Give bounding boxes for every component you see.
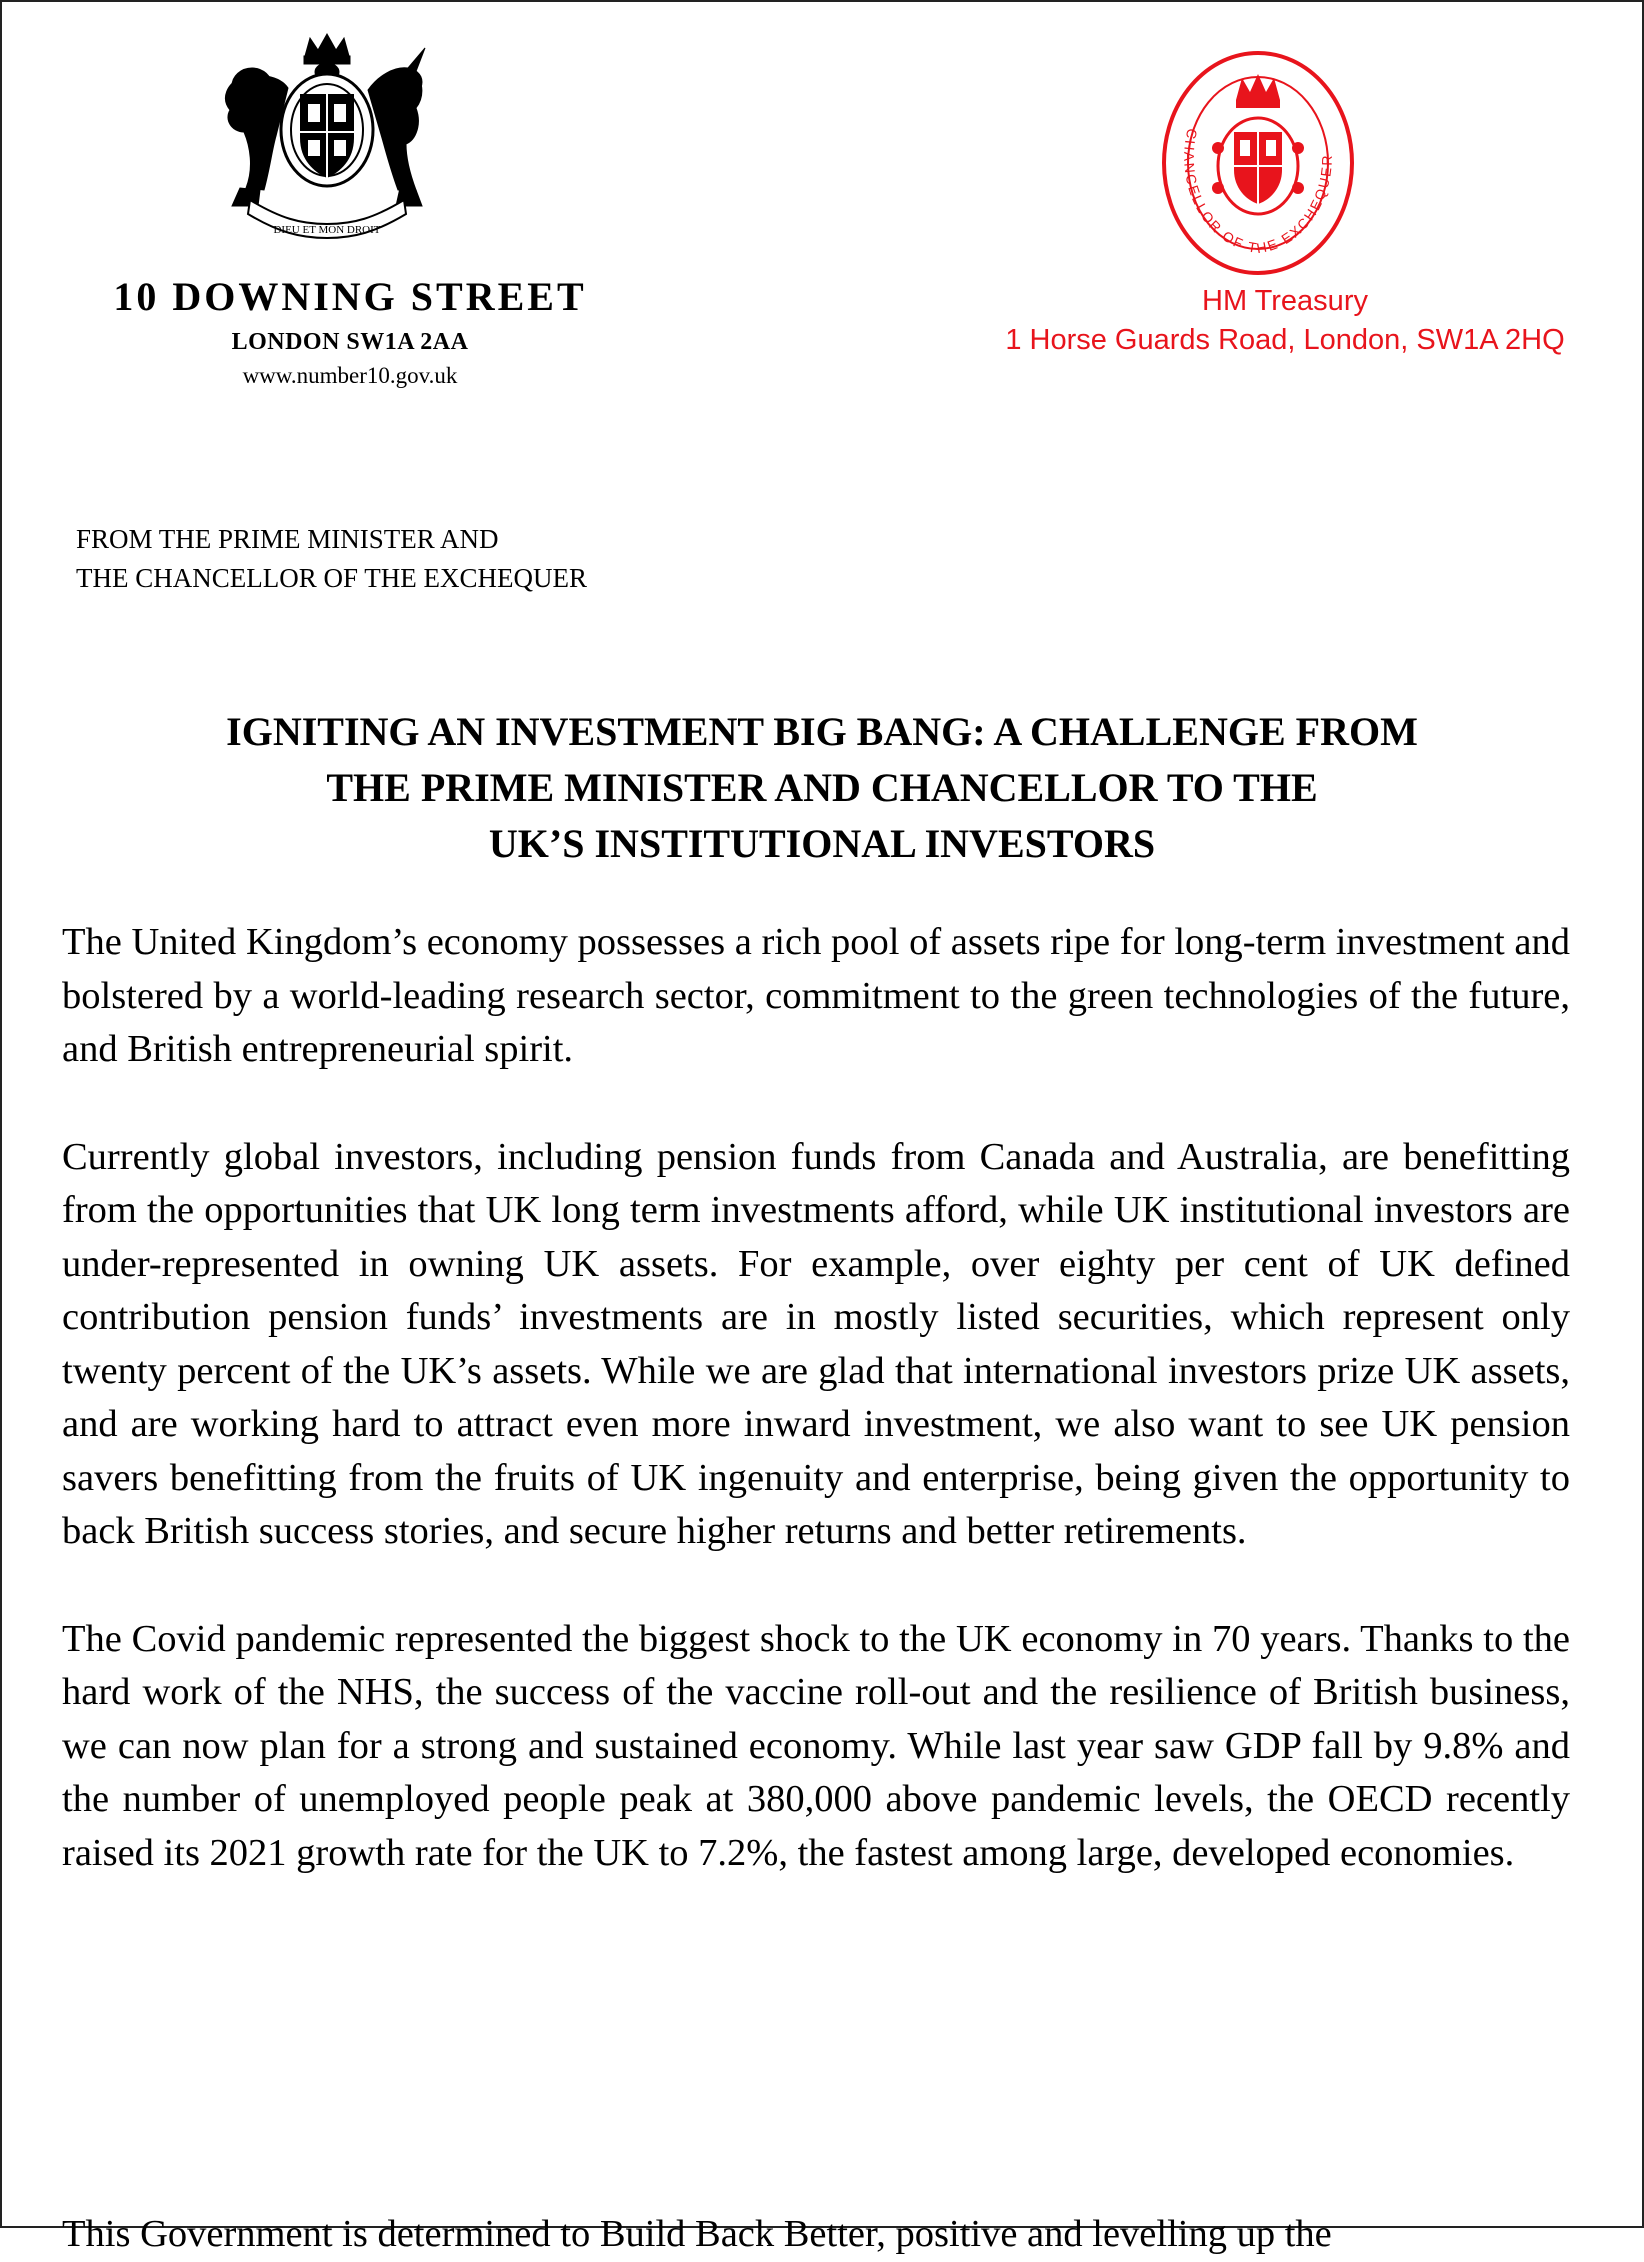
svg-text:CHANCELLOR OF THE EXCHEQUER: CHANCELLOR OF THE EXCHEQUER xyxy=(1181,127,1335,257)
treasury-address: 1 Horse Guards Road, London, SW1A 2HQ xyxy=(1005,324,1565,356)
cutoff-paragraph xyxy=(62,2196,1570,2255)
document-headline xyxy=(60,704,1584,872)
headline-line-2: THE PRIME MINISTER AND CHANCELLOR TO THE xyxy=(326,765,1318,810)
downing-street-title: 10 DOWNING STREET xyxy=(113,274,587,319)
paragraph-1: The United Kingdom’s economy possesses a rich pool of assets ripe for long-term investment and bolstered by a world-leading research sector, commitment to the green technologies of the future, and British entrepreneurial spirit. xyxy=(62,921,1570,1070)
paragraph-3: The Covid pandemic represented the biggest shock to the UK economy in 70 years. Thanks to the hard work of the NHS, the success of the vaccine roll-out and the resilience of British business, we can now plan for a strong and sustained economy. While last year saw GDP fall by 9.8% and the number of unemployed people peak at 380,000 above pandemic levels, the OECD recently raised its 2021 growth rate for the UK to 7.2%, the fastest among large, developed economies. xyxy=(62,1617,1570,1874)
from-line-1: FROM THE PRIME MINISTER AND xyxy=(76,524,499,554)
from-line xyxy=(76,520,587,598)
headline-line-3: UK’S INSTITUTIONAL INVESTORS xyxy=(488,821,1156,866)
svg-text:DIEU ET MON DROIT: DIEU ET MON DROIT xyxy=(273,224,381,236)
cutoff-line: This Government is determined to Build Back Better, positive and levelling up the xyxy=(62,2213,1332,2255)
downing-street-letterhead xyxy=(60,272,640,392)
downing-street-website: www.number10.gov.uk xyxy=(242,363,458,388)
letter-body xyxy=(62,916,1570,1934)
paragraph-2: Currently global investors, including pension funds from Canada and Australia, are benefitting from the opportunities that UK long term investments afford, while UK institutional investors are under-represented in owning UK assets. For example, over eighty per cent of UK defined contribution pension funds’ investments are in mostly listed securities, which represent only twenty percent of the UK’s assets. While we are glad that international investors prize UK assets, and are working hard to attract even more inward investment, we also want to see UK pension savers benefitting from the fruits of UK ingenuity and enterprise, being given the opportunity to back British success stories, and secure higher returns and better retirements. xyxy=(62,1135,1570,1552)
from-line-2: THE CHANCELLOR OF THE EXCHEQUER xyxy=(76,563,587,593)
downing-street-postcode: LONDON SW1A 2AA xyxy=(231,329,469,355)
royal-coat-of-arms-icon xyxy=(210,28,445,243)
treasury-name: HM Treasury xyxy=(1202,285,1368,317)
headline-line-1: IGNITING AN INVESTMENT BIG BANG: A CHALLENGE FROM xyxy=(226,709,1418,754)
chancellor-seal-icon xyxy=(1158,48,1358,278)
treasury-letterhead xyxy=(950,282,1620,360)
